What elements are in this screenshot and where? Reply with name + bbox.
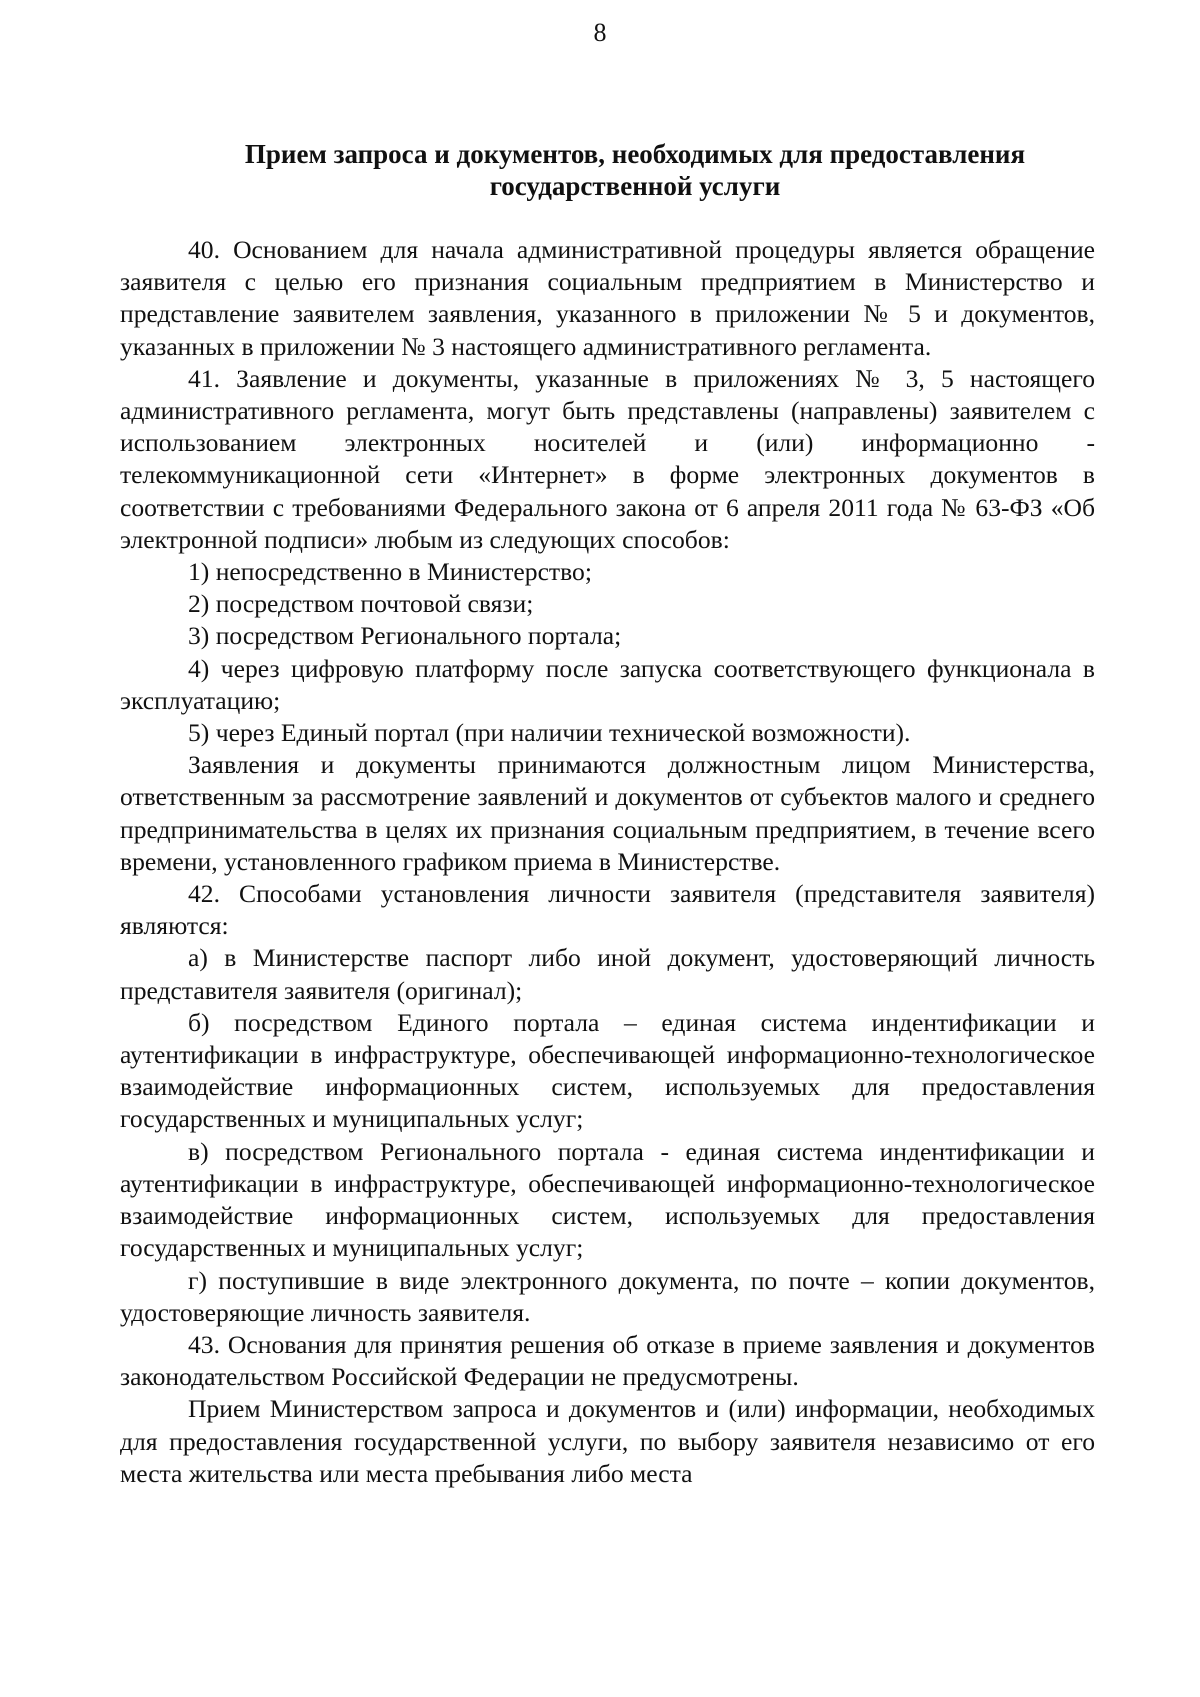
paragraph-reception: Прием Министерством запроса и документов и (или) информации, необходимых для предоставления государственной услуги, по выбору заявителя независимо от его места жительства или места пребывания либо места: [120, 1394, 1095, 1488]
paragraph-41: 41. Заявление и документы, указанные в приложениях № 3, 5 настоящего административного регламента, могут быть представлены (направлены) заявителем с использованием электронных носителей и (или) информационно - телекоммуникационной сети «Интернет» в форме электронных документов в соответствии с требованиями Федерального закона от 6 апреля 2011 года № 63-ФЗ «Об электронной подписи» любым из следующих способов:: [120, 363, 1095, 554]
list-item-5: 5) через Единый портал (при наличии технической возможности).: [188, 718, 911, 748]
list-item-a: а) в Министерстве паспорт либо иной документ, удостоверяющий личность представителя заявителя (оригинал);: [120, 943, 1095, 1005]
list-item-4: 4) через цифровую платформу после запуска соответствующего функционала в эксплуатацию;: [120, 653, 1095, 715]
paragraph-40: 40. Основанием для начала административной процедуры является обращение заявителя с целью его признания социальным предприятием в Министерство и представление заявителем заявления, указанного в приложении № 5 и документов, указанных в приложении № 3 настоящего административного регламента.: [120, 235, 1095, 361]
paragraph-42: 42. Способами установления личности заявителя (представителя заявителя) являются:: [120, 879, 1095, 941]
paragraph-acceptance: Заявления и документы принимаются должностным лицом Министерства, ответственным за рассмотрение заявлений и документов от субъектов малого и среднего предпринимательства в целях их признания социальным предприятием, в течение всего времени, установленного графиком приема в Министерстве.: [120, 750, 1095, 876]
list-item-g: г) поступившие в виде электронного документа, по почте – копии документов, удостоверяющие личность заявителя.: [120, 1265, 1095, 1327]
page-number: 8: [593, 18, 607, 47]
section-title-line-2: государственной услуги: [489, 171, 781, 201]
document-body: [120, 234, 1095, 1490]
section-title: [200, 138, 1070, 202]
paragraph-43: 43. Основания для принятия решения об отказе в приеме заявления и документов законодательством Российской Федерации не предусмотрены.: [120, 1329, 1095, 1392]
list-item-3: 3) посредством Регионального портала;: [188, 621, 622, 651]
section-title-line-1: Прием запроса и документов, необходимых для предоставления: [244, 139, 1026, 169]
list-item-v: в) посредством Регионального портала - единая система индентификации и аутентификации в инфраструктуре, обеспечивающей информационно-технологическое взаимодействие информационных систем, используемых для предоставления государственных и муниципальных услуг;: [120, 1136, 1095, 1263]
list-item-1: 1) непосредственно в Министерство;: [188, 557, 592, 587]
list-item-2: 2) посредством почтовой связи;: [188, 589, 534, 619]
list-item-b: б) посредством Единого портала – единая система индентификации и аутентификации в инфраструктуре, обеспечивающей информационно-технологическое взаимодействие информационных систем, используемых для предоставления государственных и муниципальных услуг;: [120, 1007, 1095, 1134]
